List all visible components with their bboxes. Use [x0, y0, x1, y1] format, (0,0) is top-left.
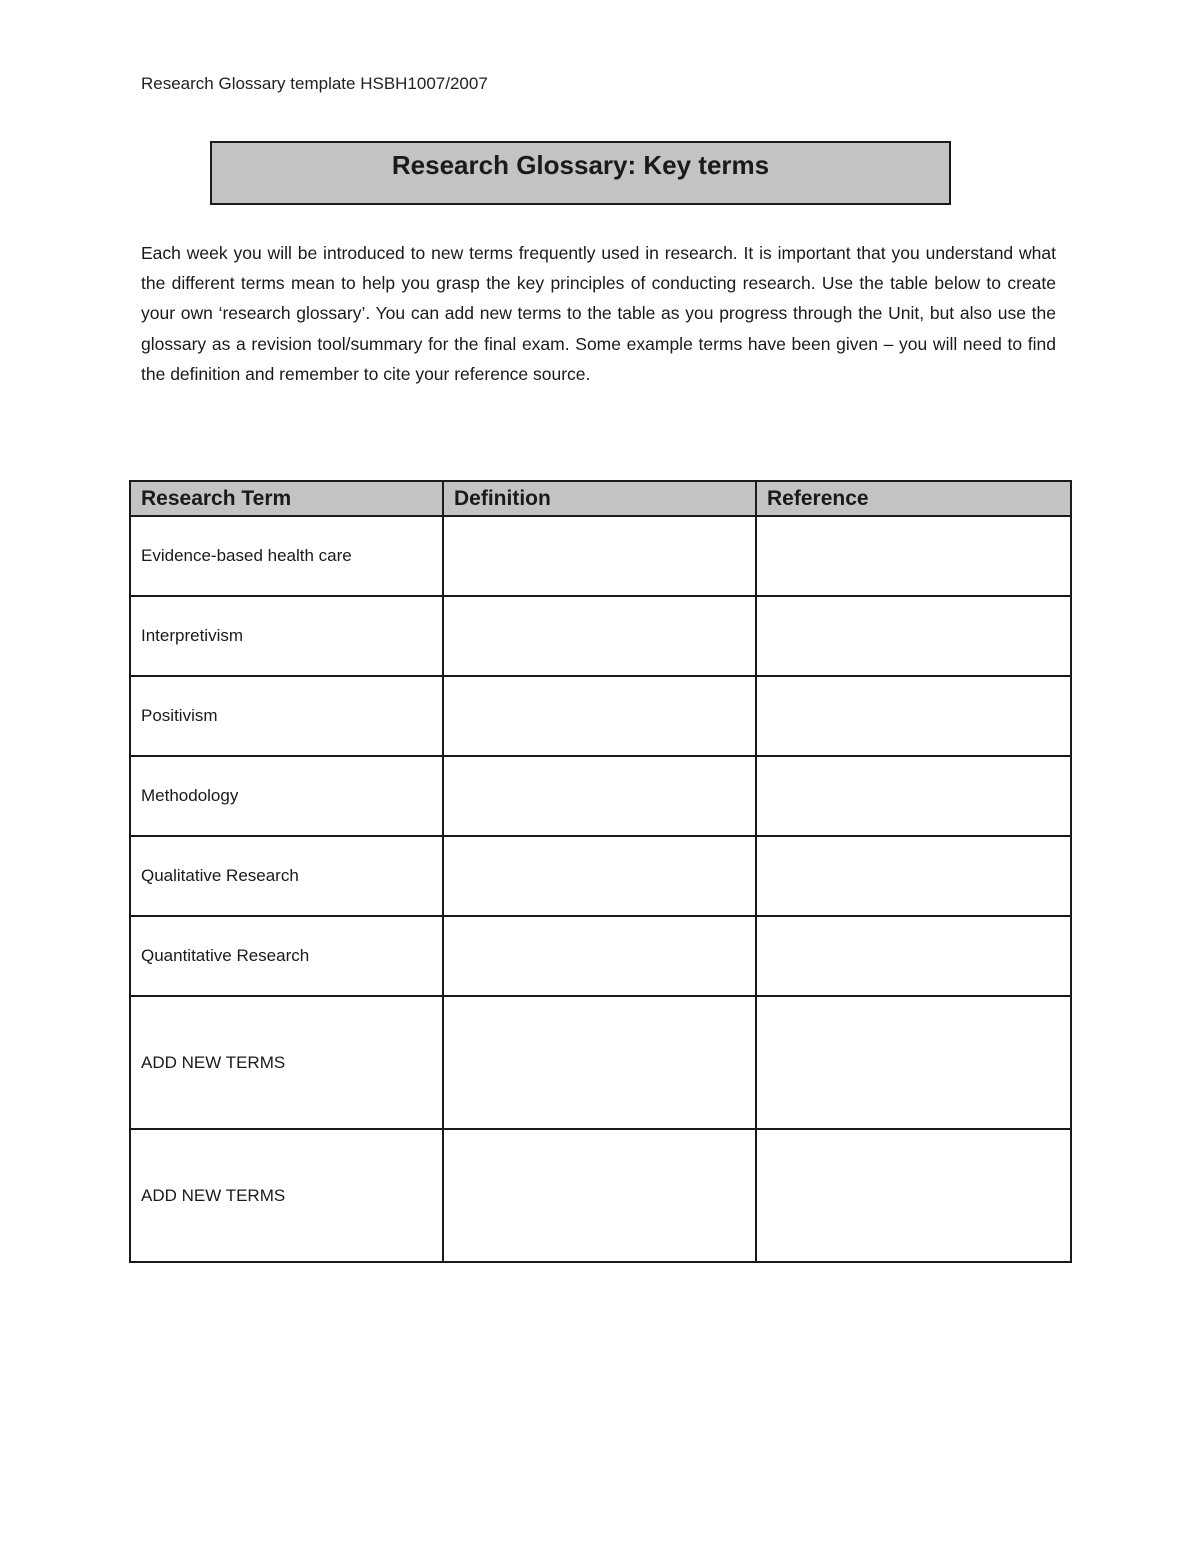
title-box: [210, 141, 951, 205]
definition-cell[interactable]: [443, 996, 756, 1129]
term-cell: Interpretivism: [130, 596, 443, 676]
reference-cell[interactable]: [756, 1129, 1071, 1262]
definition-cell[interactable]: [443, 596, 756, 676]
reference-cell[interactable]: [756, 836, 1071, 916]
table-header-row: [130, 481, 1071, 516]
table-row: [130, 836, 1071, 916]
reference-cell[interactable]: [756, 596, 1071, 676]
term-cell: Positivism: [130, 676, 443, 756]
term-cell[interactable]: ADD NEW TERMS: [130, 996, 443, 1129]
definition-cell[interactable]: [443, 916, 756, 996]
term-cell: Qualitative Research: [130, 836, 443, 916]
column-header-definition: Definition: [443, 481, 756, 516]
glossary-table: [129, 480, 1072, 1263]
table-row: [130, 516, 1071, 596]
column-header-term: Research Term: [130, 481, 443, 516]
intro-paragraph: Each week you will be introduced to new terms frequently used in research. It is important that you understand what the different terms mean to help you grasp the key principles of conducting research. Use the table below to create your own ‘research glossary’. You can add new terms to the table as you progress through the Unit, but also use the glossary as a revision tool/summary for the final exam. Some example terms have been given – you will need to find the definition and remember to cite your reference source.: [141, 243, 1056, 384]
definition-cell[interactable]: [443, 756, 756, 836]
reference-cell[interactable]: [756, 916, 1071, 996]
table-row: [130, 916, 1071, 996]
reference-cell[interactable]: [756, 996, 1071, 1129]
term-cell: Evidence-based health care: [130, 516, 443, 596]
table-row: [130, 596, 1071, 676]
reference-cell[interactable]: [756, 516, 1071, 596]
term-cell: Quantitative Research: [130, 916, 443, 996]
page-title: Research Glossary: Key terms: [391, 150, 770, 180]
table-row: [130, 756, 1071, 836]
reference-cell[interactable]: [756, 676, 1071, 756]
table-row: [130, 676, 1071, 756]
table-row: [130, 996, 1071, 1129]
column-header-reference: Reference: [756, 481, 1071, 516]
definition-cell[interactable]: [443, 836, 756, 916]
table-row: [130, 1129, 1071, 1262]
running-header: Research Glossary template HSBH1007/2007: [141, 74, 488, 93]
definition-cell[interactable]: [443, 516, 756, 596]
definition-cell[interactable]: [443, 1129, 756, 1262]
term-cell[interactable]: ADD NEW TERMS: [130, 1129, 443, 1262]
definition-cell[interactable]: [443, 676, 756, 756]
term-cell: Methodology: [130, 756, 443, 836]
reference-cell[interactable]: [756, 756, 1071, 836]
